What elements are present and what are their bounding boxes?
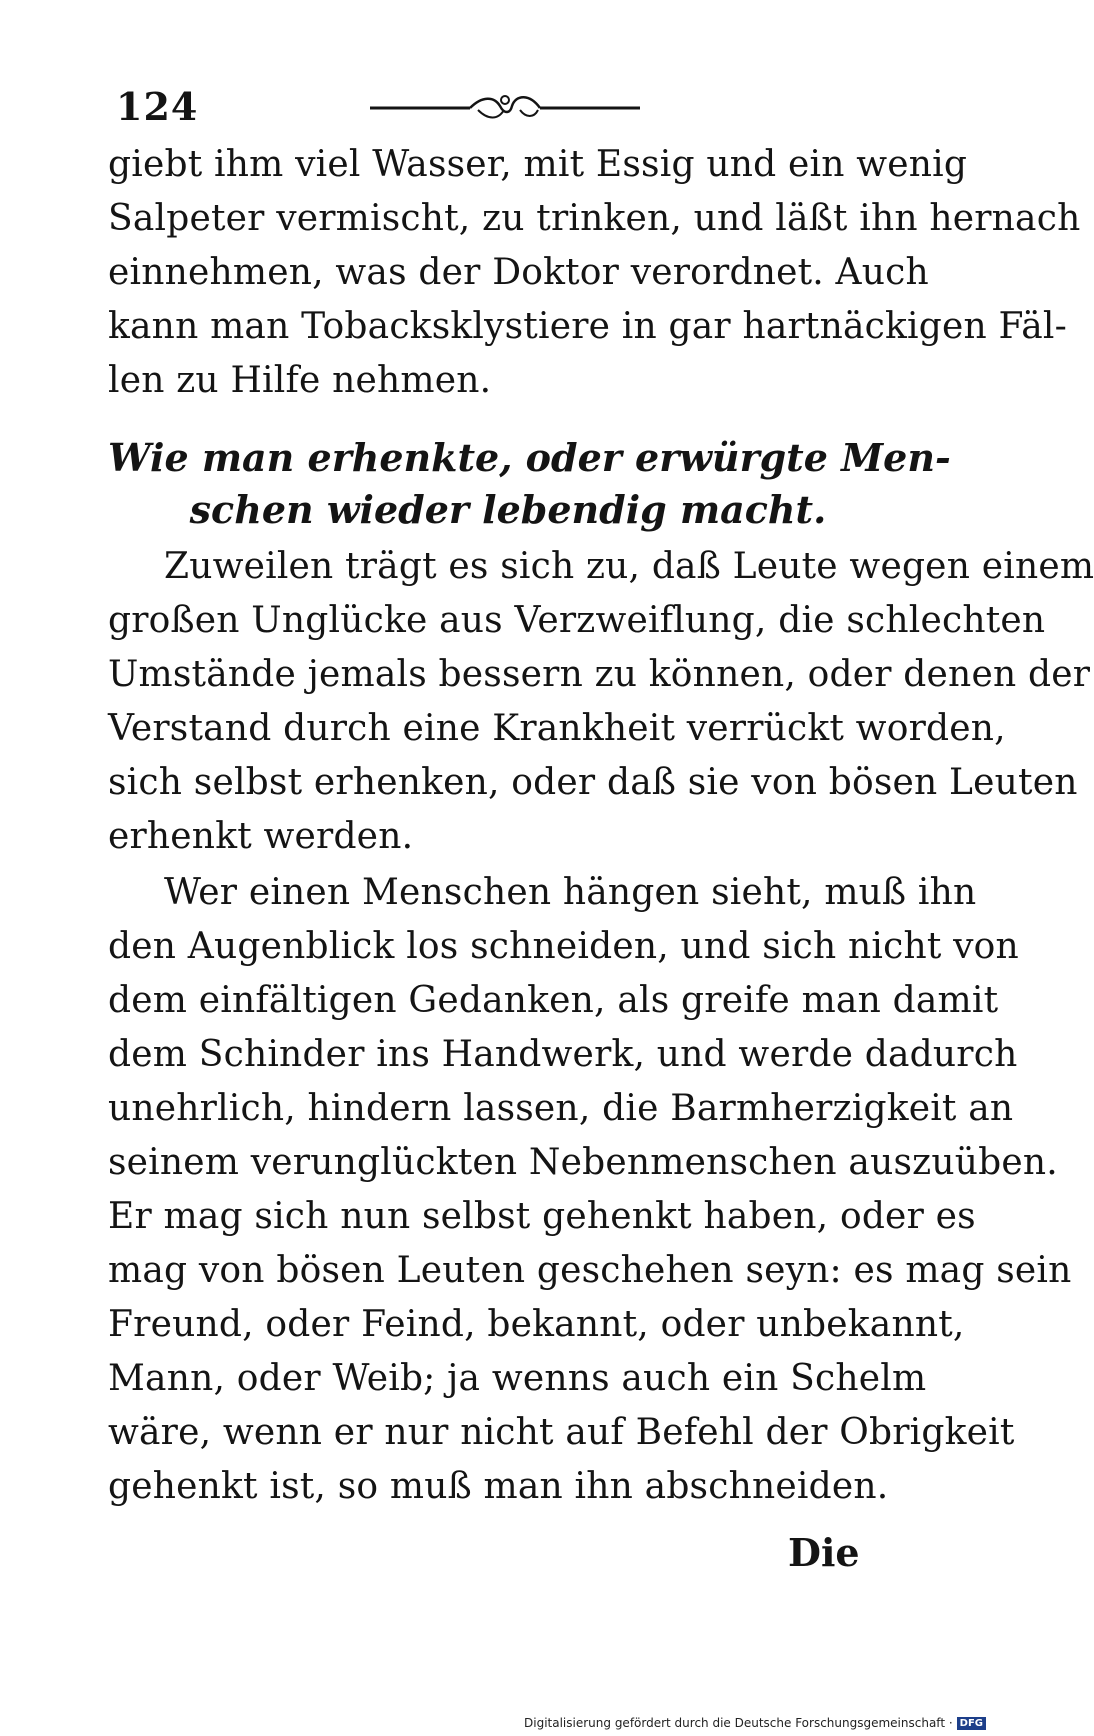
text-line: dem einfältigen Gedanken, als greife man damit: [108, 980, 999, 1021]
text-line: unehrlich, hindern lassen, die Barmherzigkeit an: [108, 1088, 1014, 1129]
catchword: Die: [788, 1530, 860, 1575]
paragraph-2: [108, 866, 1072, 1514]
text-line: Wer einen Menschen hängen sieht, muß ihn: [164, 872, 977, 913]
text-line: dem Schinder ins Handwerk, und werde dadurch: [108, 1034, 1018, 1075]
text-line: Zuweilen trägt es sich zu, daß Leute wegen einem: [164, 546, 1094, 587]
text-line: Freund, oder Feind, bekannt, oder unbekannt,: [108, 1304, 965, 1345]
dfg-logo: DFG: [957, 1717, 986, 1730]
text-line: Verstand durch eine Krankheit verrückt worden,: [108, 708, 1006, 749]
text-line: seinem verunglückten Nebenmenschen auszuüben.: [108, 1142, 1058, 1183]
text-line: Salpeter vermischt, zu trinken, und läßt ihn hernach: [108, 198, 1081, 239]
text-line: len zu Hilfe nehmen.: [108, 360, 492, 401]
text-line: mag von bösen Leuten geschehen seyn: es mag sein: [108, 1250, 1072, 1291]
ornament-divider-icon: [370, 88, 640, 128]
text-line: kann man Tobacksklystiere in gar hartnäckigen Fäl-: [108, 306, 1067, 347]
page-number: 124: [116, 84, 199, 129]
paragraph-continued: [108, 138, 1081, 408]
text-line: Er mag sich nun selbst gehenkt haben, oder es: [108, 1196, 976, 1237]
section-heading: [108, 432, 951, 536]
text-line: erhenkt werden.: [108, 816, 414, 857]
text-line: giebt ihm viel Wasser, mit Essig und ein wenig: [108, 144, 968, 185]
text-line: Umstände jemals bessern zu können, oder denen der: [108, 654, 1091, 695]
text-line: gehenkt ist, so muß man ihn abschneiden.: [108, 1466, 889, 1507]
text-line: den Augenblick los schneiden, und sich nicht von: [108, 926, 1019, 967]
digitization-footer: [524, 1716, 986, 1730]
page-header: [112, 78, 902, 138]
text-line: einnehmen, was der Doktor verordnet. Auch: [108, 252, 929, 293]
text-line: Mann, oder Weib; ja wenns auch ein Schelm: [108, 1358, 927, 1399]
paragraph-1: [108, 540, 1094, 864]
heading-line-2: schen wieder lebendig macht.: [189, 487, 827, 532]
footer-text: Digitalisierung gefördert durch die Deutsche Forschungsgemeinschaft ·: [524, 1716, 953, 1730]
text-line: großen Unglücke aus Verzweiflung, die schlechten: [108, 600, 1046, 641]
heading-line-1: Wie man erhenkte, oder erwürgte Men-: [108, 435, 951, 480]
text-line: sich selbst erhenken, oder daß sie von bösen Leuten: [108, 762, 1078, 803]
text-line: wäre, wenn er nur nicht auf Befehl der Obrigkeit: [108, 1412, 1015, 1453]
